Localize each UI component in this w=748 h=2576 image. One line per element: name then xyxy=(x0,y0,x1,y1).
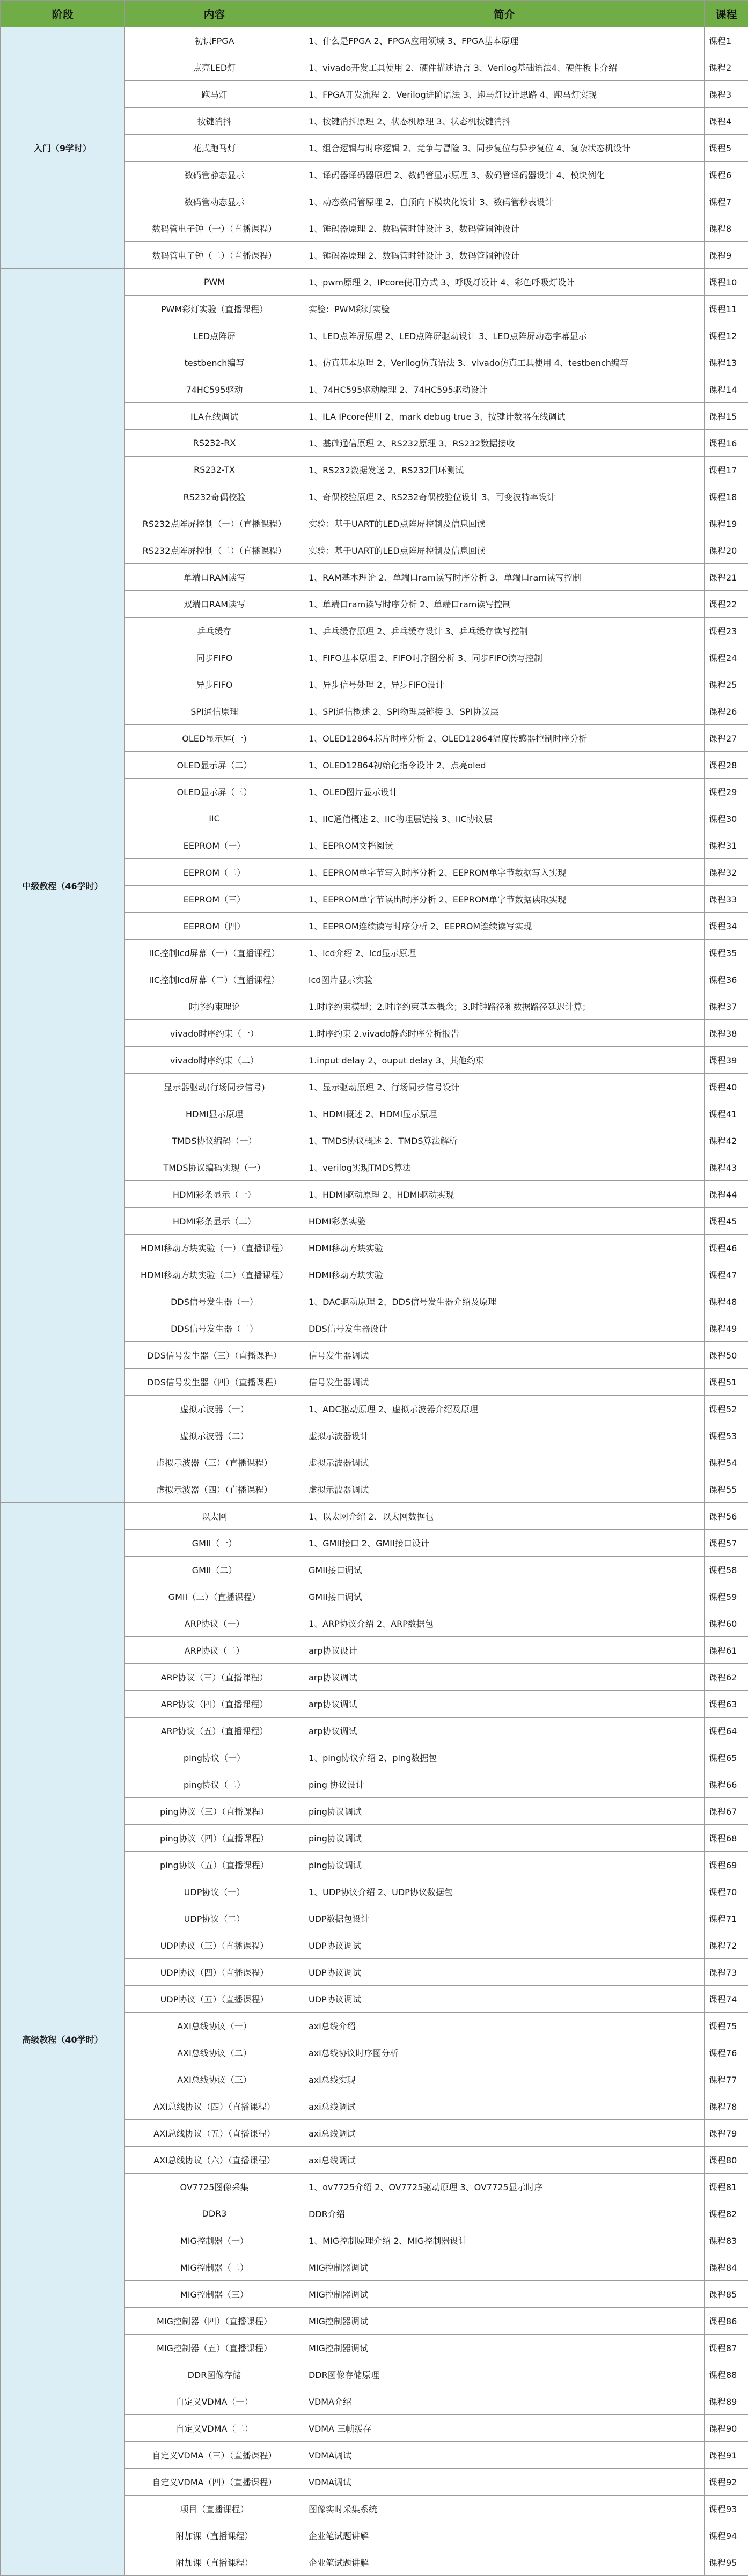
intro-cell: 1、OLED图片显示设计 xyxy=(304,779,705,805)
content-cell: 按键消抖 xyxy=(125,108,304,135)
course-cell: 课程49 xyxy=(705,1315,748,1342)
course-cell: 课程72 xyxy=(705,1932,748,1959)
intro-cell: MIG控制器调试 xyxy=(304,2335,705,2361)
course-cell: 课程52 xyxy=(705,1396,748,1422)
course-cell: 课程88 xyxy=(705,2361,748,2388)
content-cell: MIG控制器（四）（直播课程） xyxy=(125,2308,304,2335)
content-cell: DDR图像存储 xyxy=(125,2361,304,2388)
course-cell: 课程18 xyxy=(705,483,748,510)
course-cell: 课程63 xyxy=(705,1691,748,1718)
content-cell: OLED显示屏（二） xyxy=(125,752,304,779)
content-cell: ARP协议（三）（直播课程） xyxy=(125,1664,304,1691)
intro-cell: 1、OLED12864芯片时序分析 2、OLED12864温度传感器控制时序分析 xyxy=(304,725,705,752)
content-cell: DDS信号发生器（三）（直播课程） xyxy=(125,1342,304,1369)
course-cell: 课程24 xyxy=(705,644,748,671)
course-cell: 课程74 xyxy=(705,1986,748,2013)
course-cell: 课程62 xyxy=(705,1664,748,1691)
intro-cell: HDMI移动方块实验 xyxy=(304,1261,705,1288)
intro-cell: 1、以太网介绍 2、以太网数据包 xyxy=(304,1503,705,1530)
course-cell: 课程36 xyxy=(705,966,748,993)
content-cell: 数码管电子钟（二）（直播课程） xyxy=(125,242,304,269)
content-cell: ARP协议（一） xyxy=(125,1610,304,1637)
intro-cell: ping协议调试 xyxy=(304,1852,705,1878)
content-cell: 74HC595驱动 xyxy=(125,376,304,403)
course-cell: 课程4 xyxy=(705,108,748,135)
content-cell: 数码管动态显示 xyxy=(125,188,304,215)
content-cell: TMDS协议编码实现（一） xyxy=(125,1154,304,1181)
intro-cell: VDMA调试 xyxy=(304,2469,705,2496)
intro-cell: 1、异步信号处理 2、异步FIFO设计 xyxy=(304,671,705,698)
intro-cell: VDMA 三帧缓存 xyxy=(304,2415,705,2442)
course-cell: 课程80 xyxy=(705,2147,748,2174)
intro-cell: 1、ILA IPcore使用 2、mark debug true 3、按键计数器在线调试 xyxy=(304,403,705,430)
content-cell: ARP协议（五）（直播课程） xyxy=(125,1718,304,1744)
course-cell: 课程34 xyxy=(705,913,748,940)
intro-cell: UDP数据包设计 xyxy=(304,1905,705,1932)
content-cell: 虚拟示波器（四）（直播课程） xyxy=(125,1476,304,1503)
course-cell: 课程47 xyxy=(705,1261,748,1288)
course-cell: 课程9 xyxy=(705,242,748,269)
course-cell: 课程79 xyxy=(705,2120,748,2147)
table-row xyxy=(1,269,748,296)
course-cell: 课程38 xyxy=(705,1020,748,1047)
intro-cell: axi总线调试 xyxy=(304,2120,705,2147)
content-cell: PWM xyxy=(125,269,304,296)
content-cell: SPI通信原理 xyxy=(125,698,304,725)
intro-cell: 1、动态数码管原理 2、自顶向下模块化设计 3、数码管秒表设计 xyxy=(304,188,705,215)
course-cell: 课程22 xyxy=(705,591,748,618)
stage-cell: 中级教程（46学时） xyxy=(1,269,125,1503)
course-cell: 课程20 xyxy=(705,537,748,564)
intro-cell: 企业笔试题讲解 xyxy=(304,2522,705,2549)
content-cell: EEPROM（四） xyxy=(125,913,304,940)
course-cell: 课程73 xyxy=(705,1959,748,1986)
intro-cell: 虚拟示波器调试 xyxy=(304,1449,705,1476)
intro-cell: 1、MIG控制原理介绍 2、MIG控制器设计 xyxy=(304,2227,705,2254)
course-cell: 课程31 xyxy=(705,832,748,859)
content-cell: 同步FIFO xyxy=(125,644,304,671)
intro-cell: 1、DAC驱动原理 2、DDS信号发生器介绍及原理 xyxy=(304,1288,705,1315)
content-cell: GMII（二） xyxy=(125,1557,304,1583)
content-cell: OLED显示屏(一) xyxy=(125,725,304,752)
intro-cell: 1、TMDS协议概述 2、TMDS算法解析 xyxy=(304,1127,705,1154)
intro-cell: 1、译码器译码器原理 2、数码管显示原理 3、数码管译码器设计 4、模块例化 xyxy=(304,162,705,188)
intro-cell: 1、HDMI概述 2、HDMI显示原理 xyxy=(304,1100,705,1127)
intro-cell: 1、仿真基本原理 2、Verilog仿真语法 3、vivado仿真工具使用 4、testbench编写 xyxy=(304,349,705,376)
course-cell: 课程84 xyxy=(705,2254,748,2281)
content-cell: AXI总线协议（二） xyxy=(125,2039,304,2066)
intro-cell: UDP协议调试 xyxy=(304,1986,705,2013)
intro-cell: 1、IIC通信概述 2、IIC物理层链接 3、IIC协议层 xyxy=(304,805,705,832)
intro-cell: GMII接口调试 xyxy=(304,1557,705,1583)
course-cell: 课程70 xyxy=(705,1878,748,1905)
content-cell: AXI总线协议（三） xyxy=(125,2066,304,2093)
intro-cell: 1、vivado开发工具使用 2、硬件描述语言 3、Verilog基础语法4、硬件板卡介绍 xyxy=(304,54,705,81)
course-cell: 课程41 xyxy=(705,1100,748,1127)
intro-cell: 1、组合逻辑与时序逻辑 2、竞争与冒险 3、同步复位与异步复位 4、复杂状态机设计 xyxy=(304,135,705,162)
course-cell: 课程46 xyxy=(705,1235,748,1261)
intro-cell: 1、HDMI驱动原理 2、HDMI驱动实现 xyxy=(304,1181,705,1208)
intro-cell: UDP协议调试 xyxy=(304,1959,705,1986)
course-cell: 课程12 xyxy=(705,322,748,349)
intro-cell: 1、ping协议介绍 2、ping数据包 xyxy=(304,1744,705,1771)
course-cell: 课程51 xyxy=(705,1369,748,1396)
intro-cell: UDP协议调试 xyxy=(304,1932,705,1959)
content-cell: EEPROM（二） xyxy=(125,859,304,886)
stage-cell: 入门（9学时） xyxy=(1,27,125,269)
intro-cell: MIG控制器调试 xyxy=(304,2308,705,2335)
course-cell: 课程86 xyxy=(705,2308,748,2335)
course-cell: 课程37 xyxy=(705,993,748,1020)
intro-cell: MIG控制器调试 xyxy=(304,2254,705,2281)
intro-cell: 1、ADC驱动原理 2、虚拟示波器介绍及原理 xyxy=(304,1396,705,1422)
intro-cell: 企业笔试题讲解 xyxy=(304,2549,705,2576)
course-cell: 课程21 xyxy=(705,564,748,591)
intro-cell: 1、EEPROM连续读写时序分析 2、EEPROM连续读写实现 xyxy=(304,913,705,940)
content-cell: 点亮LED灯 xyxy=(125,54,304,81)
content-cell: EEPROM（三） xyxy=(125,886,304,913)
intro-cell: DDR介绍 xyxy=(304,2200,705,2227)
course-cell: 课程95 xyxy=(705,2549,748,2576)
course-cell: 课程39 xyxy=(705,1047,748,1074)
content-cell: MIG控制器（五）（直播课程） xyxy=(125,2335,304,2361)
content-cell: HDMI显示原理 xyxy=(125,1100,304,1127)
content-cell: DDS信号发生器（四）（直播课程） xyxy=(125,1369,304,1396)
course-cell: 课程35 xyxy=(705,940,748,966)
content-cell: 初识FPGA xyxy=(125,27,304,54)
course-cell: 课程59 xyxy=(705,1583,748,1610)
course-cell: 课程6 xyxy=(705,162,748,188)
content-cell: 项目（直播课程） xyxy=(125,2496,304,2522)
course-cell: 课程2 xyxy=(705,54,748,81)
content-cell: ILA在线调试 xyxy=(125,403,304,430)
content-cell: EEPROM（一） xyxy=(125,832,304,859)
course-cell: 课程32 xyxy=(705,859,748,886)
course-cell: 课程3 xyxy=(705,81,748,108)
intro-cell: 信号发生器调试 xyxy=(304,1369,705,1396)
course-cell: 课程94 xyxy=(705,2522,748,2549)
course-cell: 课程26 xyxy=(705,698,748,725)
course-cell: 课程40 xyxy=(705,1074,748,1100)
course-cell: 课程8 xyxy=(705,215,748,242)
course-cell: 课程89 xyxy=(705,2388,748,2415)
intro-cell: 1、基础通信原理 2、RS232原理 3、RS232数据接收 xyxy=(304,430,705,457)
intro-cell: 实验：基于UART的LED点阵屏控制及信息回读 xyxy=(304,537,705,564)
content-cell: DDS信号发生器（一） xyxy=(125,1288,304,1315)
course-cell: 课程76 xyxy=(705,2039,748,2066)
content-cell: ping协议（五）（直播课程） xyxy=(125,1852,304,1878)
header-stage: 阶段 xyxy=(1,1,125,27)
content-cell: 异步FIFO xyxy=(125,671,304,698)
content-cell: GMII（三）（直播课程） xyxy=(125,1583,304,1610)
content-cell: 显示器驱动(行场同步信号) xyxy=(125,1074,304,1100)
course-cell: 课程27 xyxy=(705,725,748,752)
content-cell: AXI总线协议（五）（直播课程） xyxy=(125,2120,304,2147)
content-cell: 自定义VDMA（四）（直播课程） xyxy=(125,2469,304,2496)
intro-cell: axi总线实现 xyxy=(304,2066,705,2093)
intro-cell: DDR图像存储原理 xyxy=(304,2361,705,2388)
course-cell: 课程23 xyxy=(705,618,748,644)
content-cell: ping协议（四）（直播课程） xyxy=(125,1825,304,1852)
intro-cell: lcd图片显示实验 xyxy=(304,966,705,993)
content-cell: 以太网 xyxy=(125,1503,304,1530)
course-cell: 课程64 xyxy=(705,1718,748,1744)
intro-cell: HDMI移动方块实验 xyxy=(304,1235,705,1261)
course-cell: 课程42 xyxy=(705,1127,748,1154)
stage-cell: 高级教程（40学时） xyxy=(1,1503,125,2576)
content-cell: 双端口RAM读写 xyxy=(125,591,304,618)
content-cell: ping协议（一） xyxy=(125,1744,304,1771)
intro-cell: 1、GMII接口 2、GMII接口设计 xyxy=(304,1530,705,1557)
content-cell: vivado时序约束（一） xyxy=(125,1020,304,1047)
course-cell: 课程43 xyxy=(705,1154,748,1181)
intro-cell: 1、lcd介绍 2、lcd显示原理 xyxy=(304,940,705,966)
course-cell: 课程5 xyxy=(705,135,748,162)
course-cell: 课程10 xyxy=(705,269,748,296)
content-cell: ping协议（三）（直播课程） xyxy=(125,1798,304,1825)
course-cell: 课程60 xyxy=(705,1610,748,1637)
intro-cell: axi总线调试 xyxy=(304,2093,705,2120)
course-cell: 课程16 xyxy=(705,430,748,457)
course-cell: 课程68 xyxy=(705,1825,748,1852)
header-course: 课程 xyxy=(705,1,748,27)
content-cell: HDMI彩条显示（一） xyxy=(125,1181,304,1208)
intro-cell: 实验：基于UART的LED点阵屏控制及信息回读 xyxy=(304,510,705,537)
intro-cell: 1、EEPROM单字节写入时序分析 2、EEPROM单字节数据写入实现 xyxy=(304,859,705,886)
intro-cell: 1.时序约束模型；2.时序约束基本概念；3.时钟路径和数据路径延迟计算； xyxy=(304,993,705,1020)
intro-cell: axi总线协议时序图分析 xyxy=(304,2039,705,2066)
intro-cell: 虚拟示波器设计 xyxy=(304,1422,705,1449)
intro-cell: 1、单端口ram读写时序分析 2、单端口ram读写控制 xyxy=(304,591,705,618)
table-body xyxy=(1,27,748,2576)
course-cell: 课程91 xyxy=(705,2442,748,2469)
course-cell: 课程33 xyxy=(705,886,748,913)
course-cell: 课程78 xyxy=(705,2093,748,2120)
intro-cell: 1、SPI通信概述 2、SPI物理层链接 3、SPI协议层 xyxy=(304,698,705,725)
intro-cell: 1、FPGA开发流程 2、Verilog进阶语法 3、跑马灯设计思路 4、跑马灯实现 xyxy=(304,81,705,108)
course-cell: 课程48 xyxy=(705,1288,748,1315)
content-cell: IIC控制lcd屏幕（二）（直播课程） xyxy=(125,966,304,993)
content-cell: UDP协议（四）（直播课程） xyxy=(125,1959,304,1986)
intro-cell: VDMA介绍 xyxy=(304,2388,705,2415)
intro-cell: MIG控制器调试 xyxy=(304,2281,705,2308)
course-cell: 课程69 xyxy=(705,1852,748,1878)
course-cell: 课程53 xyxy=(705,1422,748,1449)
course-cell: 课程71 xyxy=(705,1905,748,1932)
content-cell: IIC xyxy=(125,805,304,832)
content-cell: OLED显示屏（三） xyxy=(125,779,304,805)
header-intro: 简介 xyxy=(304,1,705,27)
content-cell: 花式跑马灯 xyxy=(125,135,304,162)
content-cell: AXI总线协议（四）（直播课程） xyxy=(125,2093,304,2120)
intro-cell: 1.input delay 2、ouput delay 3、其他约束 xyxy=(304,1047,705,1074)
intro-cell: 1、锤码器原理 2、数码管时钟设计 3、数码管闹钟设计 xyxy=(304,215,705,242)
intro-cell: 1、pwm原理 2、IPcore使用方式 3、呼吸灯设计 4、彩色呼吸灯设计 xyxy=(304,269,705,296)
intro-cell: 1、RAM基本理论 2、单端口ram读写时序分析 3、单端口ram读写控制 xyxy=(304,564,705,591)
course-cell: 课程77 xyxy=(705,2066,748,2093)
course-cell: 课程25 xyxy=(705,671,748,698)
intro-cell: arp协议设计 xyxy=(304,1637,705,1664)
course-cell: 课程90 xyxy=(705,2415,748,2442)
content-cell: AXI总线协议（六）（直播课程） xyxy=(125,2147,304,2174)
intro-cell: 1.时序约束 2.vivado静态时序分析报告 xyxy=(304,1020,705,1047)
course-cell: 课程14 xyxy=(705,376,748,403)
course-cell: 课程45 xyxy=(705,1208,748,1235)
intro-cell: ping 协议设计 xyxy=(304,1771,705,1798)
content-cell: TMDS协议编码（一） xyxy=(125,1127,304,1154)
intro-cell: 图像实时采集系统 xyxy=(304,2496,705,2522)
course-cell: 课程44 xyxy=(705,1181,748,1208)
content-cell: GMII（一） xyxy=(125,1530,304,1557)
course-cell: 课程58 xyxy=(705,1557,748,1583)
intro-cell: DDS信号发生器设计 xyxy=(304,1315,705,1342)
content-cell: IIC控制lcd屏幕（一）（直播课程） xyxy=(125,940,304,966)
course-cell: 课程19 xyxy=(705,510,748,537)
content-cell: HDMI彩条显示（二） xyxy=(125,1208,304,1235)
content-cell: 附加课（直播课程） xyxy=(125,2522,304,2549)
course-cell: 课程54 xyxy=(705,1449,748,1476)
intro-cell: 信号发生器调试 xyxy=(304,1342,705,1369)
intro-cell: 1、RS232数据发送 2、RS232回环测试 xyxy=(304,457,705,483)
content-cell: UDP协议（五）（直播课程） xyxy=(125,1986,304,2013)
content-cell: MIG控制器（三） xyxy=(125,2281,304,2308)
content-cell: 时序约束理论 xyxy=(125,993,304,1020)
course-cell: 课程67 xyxy=(705,1798,748,1825)
course-cell: 课程82 xyxy=(705,2200,748,2227)
intro-cell: GMII接口调试 xyxy=(304,1583,705,1610)
content-cell: RS232-RX xyxy=(125,430,304,457)
course-cell: 课程81 xyxy=(705,2174,748,2200)
intro-cell: 1、verilog实现TMDS算法 xyxy=(304,1154,705,1181)
content-cell: RS232点阵屏控制（二）（直播课程） xyxy=(125,537,304,564)
content-cell: 数码管静态显示 xyxy=(125,162,304,188)
course-cell: 课程87 xyxy=(705,2335,748,2361)
content-cell: 乒乓缓存 xyxy=(125,618,304,644)
content-cell: 单端口RAM读写 xyxy=(125,564,304,591)
content-cell: 虚拟示波器（二） xyxy=(125,1422,304,1449)
course-cell: 课程50 xyxy=(705,1342,748,1369)
content-cell: 跑马灯 xyxy=(125,81,304,108)
content-cell: 虚拟示波器（三）（直播课程） xyxy=(125,1449,304,1476)
intro-cell: 1、FIFO基本原理 2、FIFO时序图分析 3、同步FIFO读写控制 xyxy=(304,644,705,671)
course-cell: 课程29 xyxy=(705,779,748,805)
content-cell: 数码管电子钟（一）（直播课程） xyxy=(125,215,304,242)
content-cell: ping协议（二） xyxy=(125,1771,304,1798)
intro-cell: axi总线调试 xyxy=(304,2147,705,2174)
intro-cell: 1、乒乓缓存原理 2、乒乓缓存设计 3、乒乓缓存读写控制 xyxy=(304,618,705,644)
course-cell: 课程13 xyxy=(705,349,748,376)
course-cell: 课程85 xyxy=(705,2281,748,2308)
content-cell: HDMI移动方块实验（一）（直播课程） xyxy=(125,1235,304,1261)
intro-cell: 1、奇偶校验原理 2、RS232奇偶校验位设计 3、可变波特率设计 xyxy=(304,483,705,510)
table-row xyxy=(1,1503,748,1530)
course-cell: 课程11 xyxy=(705,296,748,322)
intro-cell: 1、EEPROM单字节读出时序分析 2、EEPROM单字节数据读取实现 xyxy=(304,886,705,913)
table-row xyxy=(1,27,748,54)
content-cell: RS232奇偶校验 xyxy=(125,483,304,510)
intro-cell: 1、锤码器原理 2、数码管时钟设计 3、数码管闹钟设计 xyxy=(304,242,705,269)
content-cell: HDMI移动方块实验（二）（直播课程） xyxy=(125,1261,304,1288)
content-cell: 虚拟示波器（一） xyxy=(125,1396,304,1422)
content-cell: testbench编写 xyxy=(125,349,304,376)
intro-cell: HDMI彩条实验 xyxy=(304,1208,705,1235)
intro-cell: ping协议调试 xyxy=(304,1798,705,1825)
course-cell: 课程92 xyxy=(705,2469,748,2496)
intro-cell: axi总线介绍 xyxy=(304,2013,705,2039)
intro-cell: 实验：PWM彩灯实验 xyxy=(304,296,705,322)
content-cell: MIG控制器（二） xyxy=(125,2254,304,2281)
content-cell: DDR3 xyxy=(125,2200,304,2227)
content-cell: UDP协议（三）（直播课程） xyxy=(125,1932,304,1959)
course-cell: 课程57 xyxy=(705,1530,748,1557)
intro-cell: VDMA调试 xyxy=(304,2442,705,2469)
content-cell: DDS信号发生器（二） xyxy=(125,1315,304,1342)
intro-cell: 1、显示驱动原理 2、行场同步信号设计 xyxy=(304,1074,705,1100)
content-cell: UDP协议（二） xyxy=(125,1905,304,1932)
intro-cell: arp协议调试 xyxy=(304,1718,705,1744)
intro-cell: arp协议调试 xyxy=(304,1691,705,1718)
content-cell: RS232-TX xyxy=(125,457,304,483)
intro-cell: 1、74HC595驱动原理 2、74HC595驱动设计 xyxy=(304,376,705,403)
header-content: 内容 xyxy=(125,1,304,27)
course-cell: 课程65 xyxy=(705,1744,748,1771)
content-cell: LED点阵屏 xyxy=(125,322,304,349)
intro-cell: 虚拟示波器调试 xyxy=(304,1476,705,1503)
content-cell: vivado时序约束（二） xyxy=(125,1047,304,1074)
content-cell: RS232点阵屏控制（一）（直播课程） xyxy=(125,510,304,537)
content-cell: ARP协议（二） xyxy=(125,1637,304,1664)
course-cell: 课程66 xyxy=(705,1771,748,1798)
intro-cell: 1、UDP协议介绍 2、UDP协议数据包 xyxy=(304,1878,705,1905)
course-cell: 课程93 xyxy=(705,2496,748,2522)
content-cell: UDP协议（一） xyxy=(125,1878,304,1905)
intro-cell: 1、ov7725介绍 2、OV7725驱动原理 3、OV7725显示时序 xyxy=(304,2174,705,2200)
intro-cell: 1、按键消抖原理 2、状态机原理 3、状态机按键消抖 xyxy=(304,108,705,135)
content-cell: ARP协议（四）（直播课程） xyxy=(125,1691,304,1718)
course-cell: 课程55 xyxy=(705,1476,748,1503)
intro-cell: 1、EEPROM文档阅读 xyxy=(304,832,705,859)
course-cell: 课程7 xyxy=(705,188,748,215)
content-cell: MIG控制器（一） xyxy=(125,2227,304,2254)
intro-cell: 1、ARP协议介绍 2、ARP数据包 xyxy=(304,1610,705,1637)
course-cell: 课程61 xyxy=(705,1637,748,1664)
course-cell: 课程17 xyxy=(705,457,748,483)
course-cell: 课程28 xyxy=(705,752,748,779)
content-cell: PWM彩灯实验（直播课程） xyxy=(125,296,304,322)
course-cell: 课程15 xyxy=(705,403,748,430)
content-cell: 自定义VDMA（三）（直播课程） xyxy=(125,2442,304,2469)
intro-cell: ping协议调试 xyxy=(304,1825,705,1852)
intro-cell: 1、什么是FPGA 2、FPGA应用领域 3、FPGA基本原理 xyxy=(304,27,705,54)
content-cell: 自定义VDMA（一） xyxy=(125,2388,304,2415)
content-cell: 自定义VDMA（二） xyxy=(125,2415,304,2442)
course-cell: 课程75 xyxy=(705,2013,748,2039)
header-row xyxy=(1,1,748,27)
intro-cell: arp协议调试 xyxy=(304,1664,705,1691)
course-cell: 课程83 xyxy=(705,2227,748,2254)
course-cell: 课程56 xyxy=(705,1503,748,1530)
content-cell: AXI总线协议（一） xyxy=(125,2013,304,2039)
content-cell: 附加课（直播课程） xyxy=(125,2549,304,2576)
intro-cell: 1、LED点阵屏原理 2、LED点阵屏驱动设计 3、LED点阵屏动态字幕显示 xyxy=(304,322,705,349)
content-cell: OV7725图像采集 xyxy=(125,2174,304,2200)
intro-cell: 1、OLED12864初始化指令设计 2、点亮oled xyxy=(304,752,705,779)
course-cell: 课程30 xyxy=(705,805,748,832)
course-cell: 课程1 xyxy=(705,27,748,54)
